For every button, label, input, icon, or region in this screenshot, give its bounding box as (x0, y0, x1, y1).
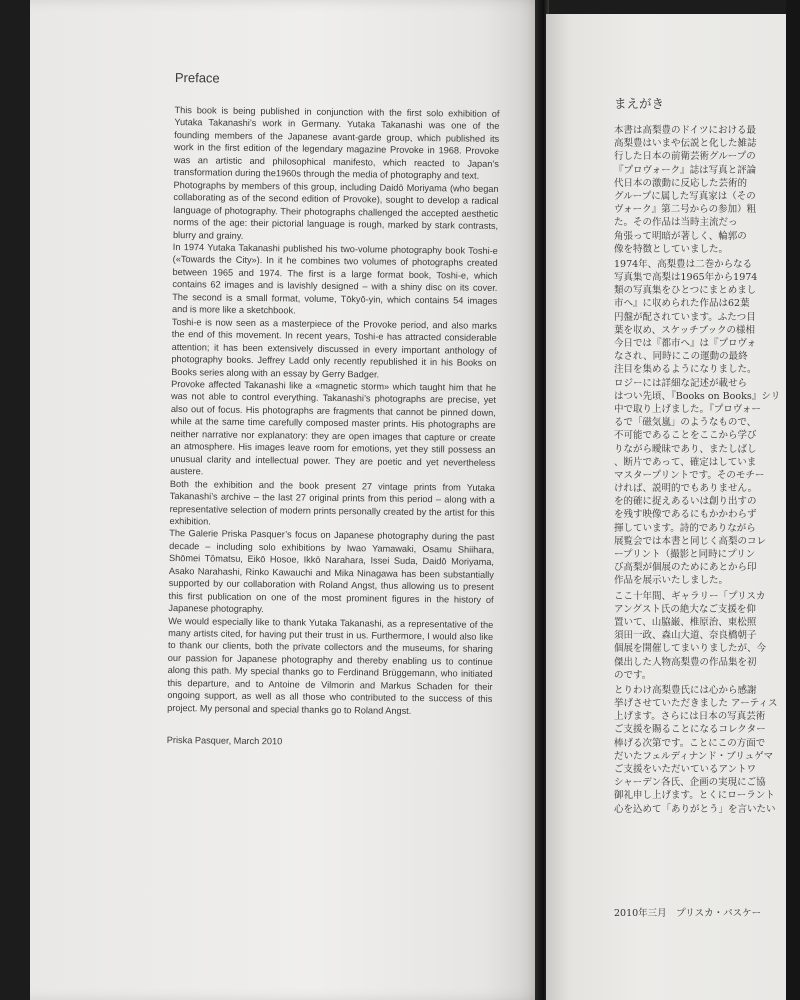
japanese-text-line: 注目を集めるようになりました。 (614, 364, 757, 376)
japanese-text-line: のです。 (614, 669, 652, 681)
japanese-text-line: 円盤が配されています。ふたつ目 (614, 311, 756, 323)
japanese-text-line: 『プロヴォーク』誌は写真と評論 (614, 164, 757, 176)
preface-paragraph: This book is being published in conjunction with the first solo exhibition of Yutaka Takanashi’s work in Germany. Yutaka Takanashi was one of the founding members of the Japanese avant-garde group, which published its work in the first edition of the legendary magazine Provoke in 1968. Provoke was an artistic and philosophical manifesto, which reacted to Japan’s transformation during the1960s through the media of photography and text. (173, 104, 500, 181)
japanese-text-line: 代日本の激動に反応した芸術的 (614, 177, 748, 189)
japanese-text-line: 心を込めて「ありがとう」を言いたい (614, 803, 776, 815)
japanese-text-line: た。その作品は当時主流だっ (614, 217, 738, 229)
preface-title: Preface (174, 70, 220, 86)
english-preface (167, 70, 500, 750)
japanese-text-line: 傑出した人物高梨豊の作品集を初 (614, 656, 757, 668)
japanese-text-line: ここ十年間、ギャラリー「プリスカ (614, 590, 766, 602)
japanese-text-line: 葉を収め、スケッチブックの様相 (614, 324, 755, 336)
preface-paragraph: The Galerie Priska Pasquer’s focus on Japanese photography during the past decade – including solo exhibitions by Iwao Yamawaki, Osamu Shiihara, Shōmei Tōmatsu, Eikō Hosoe, Ikkō Narahara, Issei Suda, Daidō Moriyama, Asako Narahashi, Rinko Kawauchi and Mika Ninagawa has been substantially supported by our collaboration with Roland Angst, thus allowing us to present this first publication on one of the most prominent figures in the history of Japanese photography. (168, 528, 495, 615)
japanese-text-line: 高梨豊はいまや伝説と化した雑誌 (614, 138, 757, 150)
preface-paragraph: Both the exhibition and the book present 27 vintage prints from Yutaka Takanashi’s archive – the last 27 original prints from this period – along with a representative selection of modern prints personally created by the artist for this exhibition. (169, 478, 495, 527)
japanese-text-line: を残す映像であるにもかかわらず (614, 509, 757, 521)
japanese-text-line: 類の写真集をひとつにまとめまし (614, 285, 757, 297)
japanese-text-line: 須田一政、森山大道、奈良橋朝子 (614, 630, 757, 642)
japanese-text-line: ヴォーク』第二号からの参加）粗 (614, 204, 757, 216)
japanese-text-line: 不可能であることをここから学び (614, 430, 757, 442)
japanese-text-line: 今日では『都市へ』は『プロヴォ (614, 338, 757, 349)
japanese-signature: 2010年三月 プリスカ・パスケー (614, 908, 762, 919)
japanese-text-line: 上げます。さらには日本の写真芸術 (614, 711, 766, 723)
japanese-text-line: 揮しています。詩的でありながら (614, 522, 756, 534)
japanese-text-line: ご支援を賜ることになるコレクター (614, 724, 766, 736)
japanese-text-line: 個展を開催してまいりましたが、今 (614, 643, 767, 655)
japanese-title: まえがき (614, 96, 665, 111)
japanese-text-line: 市へ』に収められた作品は62葉 (614, 298, 750, 310)
japanese-text-line: だいたフェルディナンド・ブリュゲマ (614, 750, 774, 762)
preface-paragraph: In 1974 Yutaka Takanashi published his two-volume photography book Toshi-e («Towards the City»). In it he combines two volumes of photographs created between 1965 and 1974. The first is a large format book, Toshi-e, which contains 62 images and is lavishly designed – with a shiny disc on its cover. The second is a small format, volume, Tōkyō-yin, which contains 54 images and is more like a sketchbook. (172, 241, 498, 316)
japanese-text-line: 挙げさせていただきました アーティス (614, 698, 778, 710)
japanese-text-line: 本書は高梨豊のドイツにおける最 (614, 125, 757, 136)
japanese-text-line: 像を特徴としていました。 (614, 243, 729, 255)
japanese-text-line: 角張って明暗が著しく、輪郭の (614, 230, 747, 242)
japanese-text-line: りながら曖昧であり、またしばし (614, 443, 757, 455)
japanese-text-line: シャーデン各氏、企画の実現にご協 (614, 777, 766, 789)
japanese-text-line: アングスト氏の絶大なご支援を仰 (614, 603, 756, 615)
japanese-text-line: 置いて、山脇巌、椎原治、東松照 (614, 616, 757, 628)
japanese-text-line: ープリント（撮影と同時にプリン (614, 549, 756, 560)
japanese-text-line: 1974年、高梨豊は二巻からなる (614, 258, 753, 270)
japanese-preface (614, 96, 800, 919)
japanese-text-line: ロジーには詳細な記述が載せら (614, 377, 748, 389)
japanese-text-line: 棒げる次第です。ことにこの方面で (614, 737, 766, 749)
japanese-body (614, 124, 800, 816)
japanese-text-line: 作品を展示いたしました。 (614, 575, 729, 587)
japanese-text-line: るで「磁気嵐」のようなもので、 (614, 417, 757, 429)
japanese-text-line: び高梨が個展のためにあとから印 (614, 562, 757, 574)
japanese-text-line: はつい先頃、『Books on Books』シリ (614, 390, 781, 402)
japanese-text-line: 御礼申し上げます。とくにローラント (614, 790, 775, 802)
preface-paragraph: Provoke affected Takanashi like a «magnetic storm» which taught him that he was not able to control everything. Takanashi’s photographs are precise, yet also out of focus. His photographs are fragments that cannot be pinned down, while at the same time carefully composed master prints. His photographs are neither narrative nor explanatory: they are open images that capture or create an atmosphere. His images leave room for emotions, yet they still possess an unusual clarity and intellectual power. They are poetic and yet nevertheless austere. (170, 378, 497, 477)
japanese-text-line: とりわけ高梨豊氏には心から感謝 (614, 684, 757, 696)
japanese-text-line: グループに属した写真家は（その (614, 190, 756, 202)
japanese-text-line: 中で取り上げました。『プロヴォー (614, 403, 761, 415)
japanese-text-line: マスタープリントです。そのモチー (614, 469, 765, 481)
preface-paragraph: Photographs by members of this group, including Daidō Moriyama (who began collaborating as of the second edition of Provoke), sought to develop a radical language of photography. Their photographs challenged the accepted aesthetic norms of the age: their pictorial language is rough, marked by stark contrasts, blurry and grainy. (172, 179, 499, 241)
japanese-text-line: 写真集で高梨は1965年から1974 (614, 272, 758, 284)
preface-signature: Priska Pasquer, March 2010 (166, 735, 283, 747)
preface-paragraph: Toshi-e is now seen as a masterpiece of the Provoke period, and also marks the end of this movement. In recent years, Toshi-e has attracted considerable attention; it has been extensively discussed in every important anthology of photography books. Jeffrey Ladd only recently republished it in his Books on Books series along with an essay by Gerry Badger. (171, 316, 497, 380)
japanese-text-line: ければ、説明的でもありません。 (614, 483, 758, 495)
japanese-text-line: 、断片であって、確定はしていま (614, 456, 757, 468)
preface-paragraph: We would especially like to thank Yutaka Takanashi, as a representative of the many artists cited, for having put their trust in us. Furthermore, I would also like to thank our clients, both the private collectors and the museums, for sharing our passion for Japanese photography and thereby enabling us to continue along this path. My special thanks go to Ferdinand Brüggemann, who initiated this departure, and to Antoine de Vilmorin and Markus Schaden for their ongoing support, as well as all those who contributed to the success of this project. My personal and special thanks go to Roland Angst. (167, 615, 494, 716)
japanese-text-line: 展覧会では本書と同じく高梨のコレ (614, 535, 767, 547)
japanese-text-line: ご支援をいただいているアントワ (614, 764, 757, 775)
japanese-text-line: なされ、同時にこの運動の最終 (614, 351, 748, 363)
japanese-text-line: 行した日本の前衛芸術グループの (614, 151, 756, 163)
japanese-text-line: を的確に捉えあるいは創り出すの (614, 496, 757, 508)
